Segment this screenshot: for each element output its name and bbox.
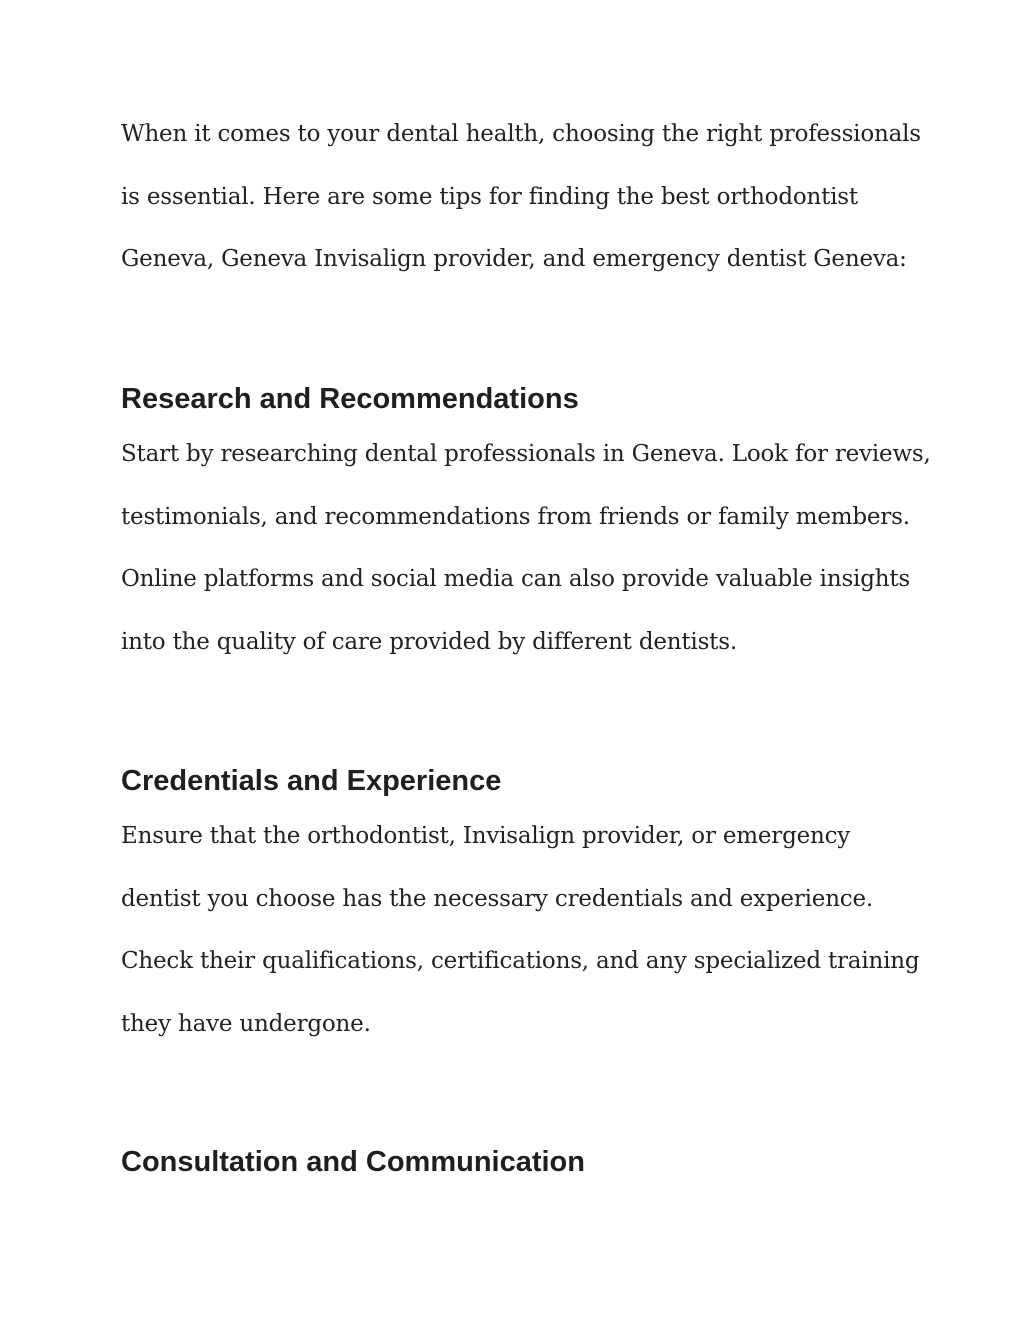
section-research (121, 382, 911, 416)
body-line: dentist you choose has the necessary credentials and experience. (121, 885, 874, 912)
body-line: Start by researching dental professionals in Geneva. Look for reviews, (121, 441, 931, 467)
body-line: Ensure that the orthodontist, Invisalign provider, or emergency (121, 823, 851, 849)
section-credentials-body (121, 822, 920, 1072)
section-credentials (121, 764, 911, 798)
section-consultation (121, 1145, 911, 1179)
intro-line: When it comes to your dental health, choosing the right professionals (121, 121, 921, 147)
section-heading: Consultation and Communication (121, 1146, 585, 1178)
body-line: Check their qualifications, certifications, and any specialized training (121, 948, 920, 974)
intro-line: Geneva, Geneva Invisalign provider, and emergency dentist Geneva: (121, 246, 907, 272)
intro-paragraph (121, 120, 921, 308)
body-line: testimonials, and recommendations from friends or family members. (121, 503, 910, 530)
section-heading: Credentials and Experience (121, 765, 502, 797)
body-line: they have undergone. (121, 1010, 371, 1037)
section-heading: Research and Recommendations (121, 383, 579, 415)
section-research-body (121, 440, 931, 690)
body-line: Online platforms and social media can also provide valuable insights (121, 566, 910, 592)
body-line: into the quality of care provided by different dentists. (121, 628, 737, 655)
intro-line: is essential. Here are some tips for finding the best orthodontist (121, 183, 858, 210)
